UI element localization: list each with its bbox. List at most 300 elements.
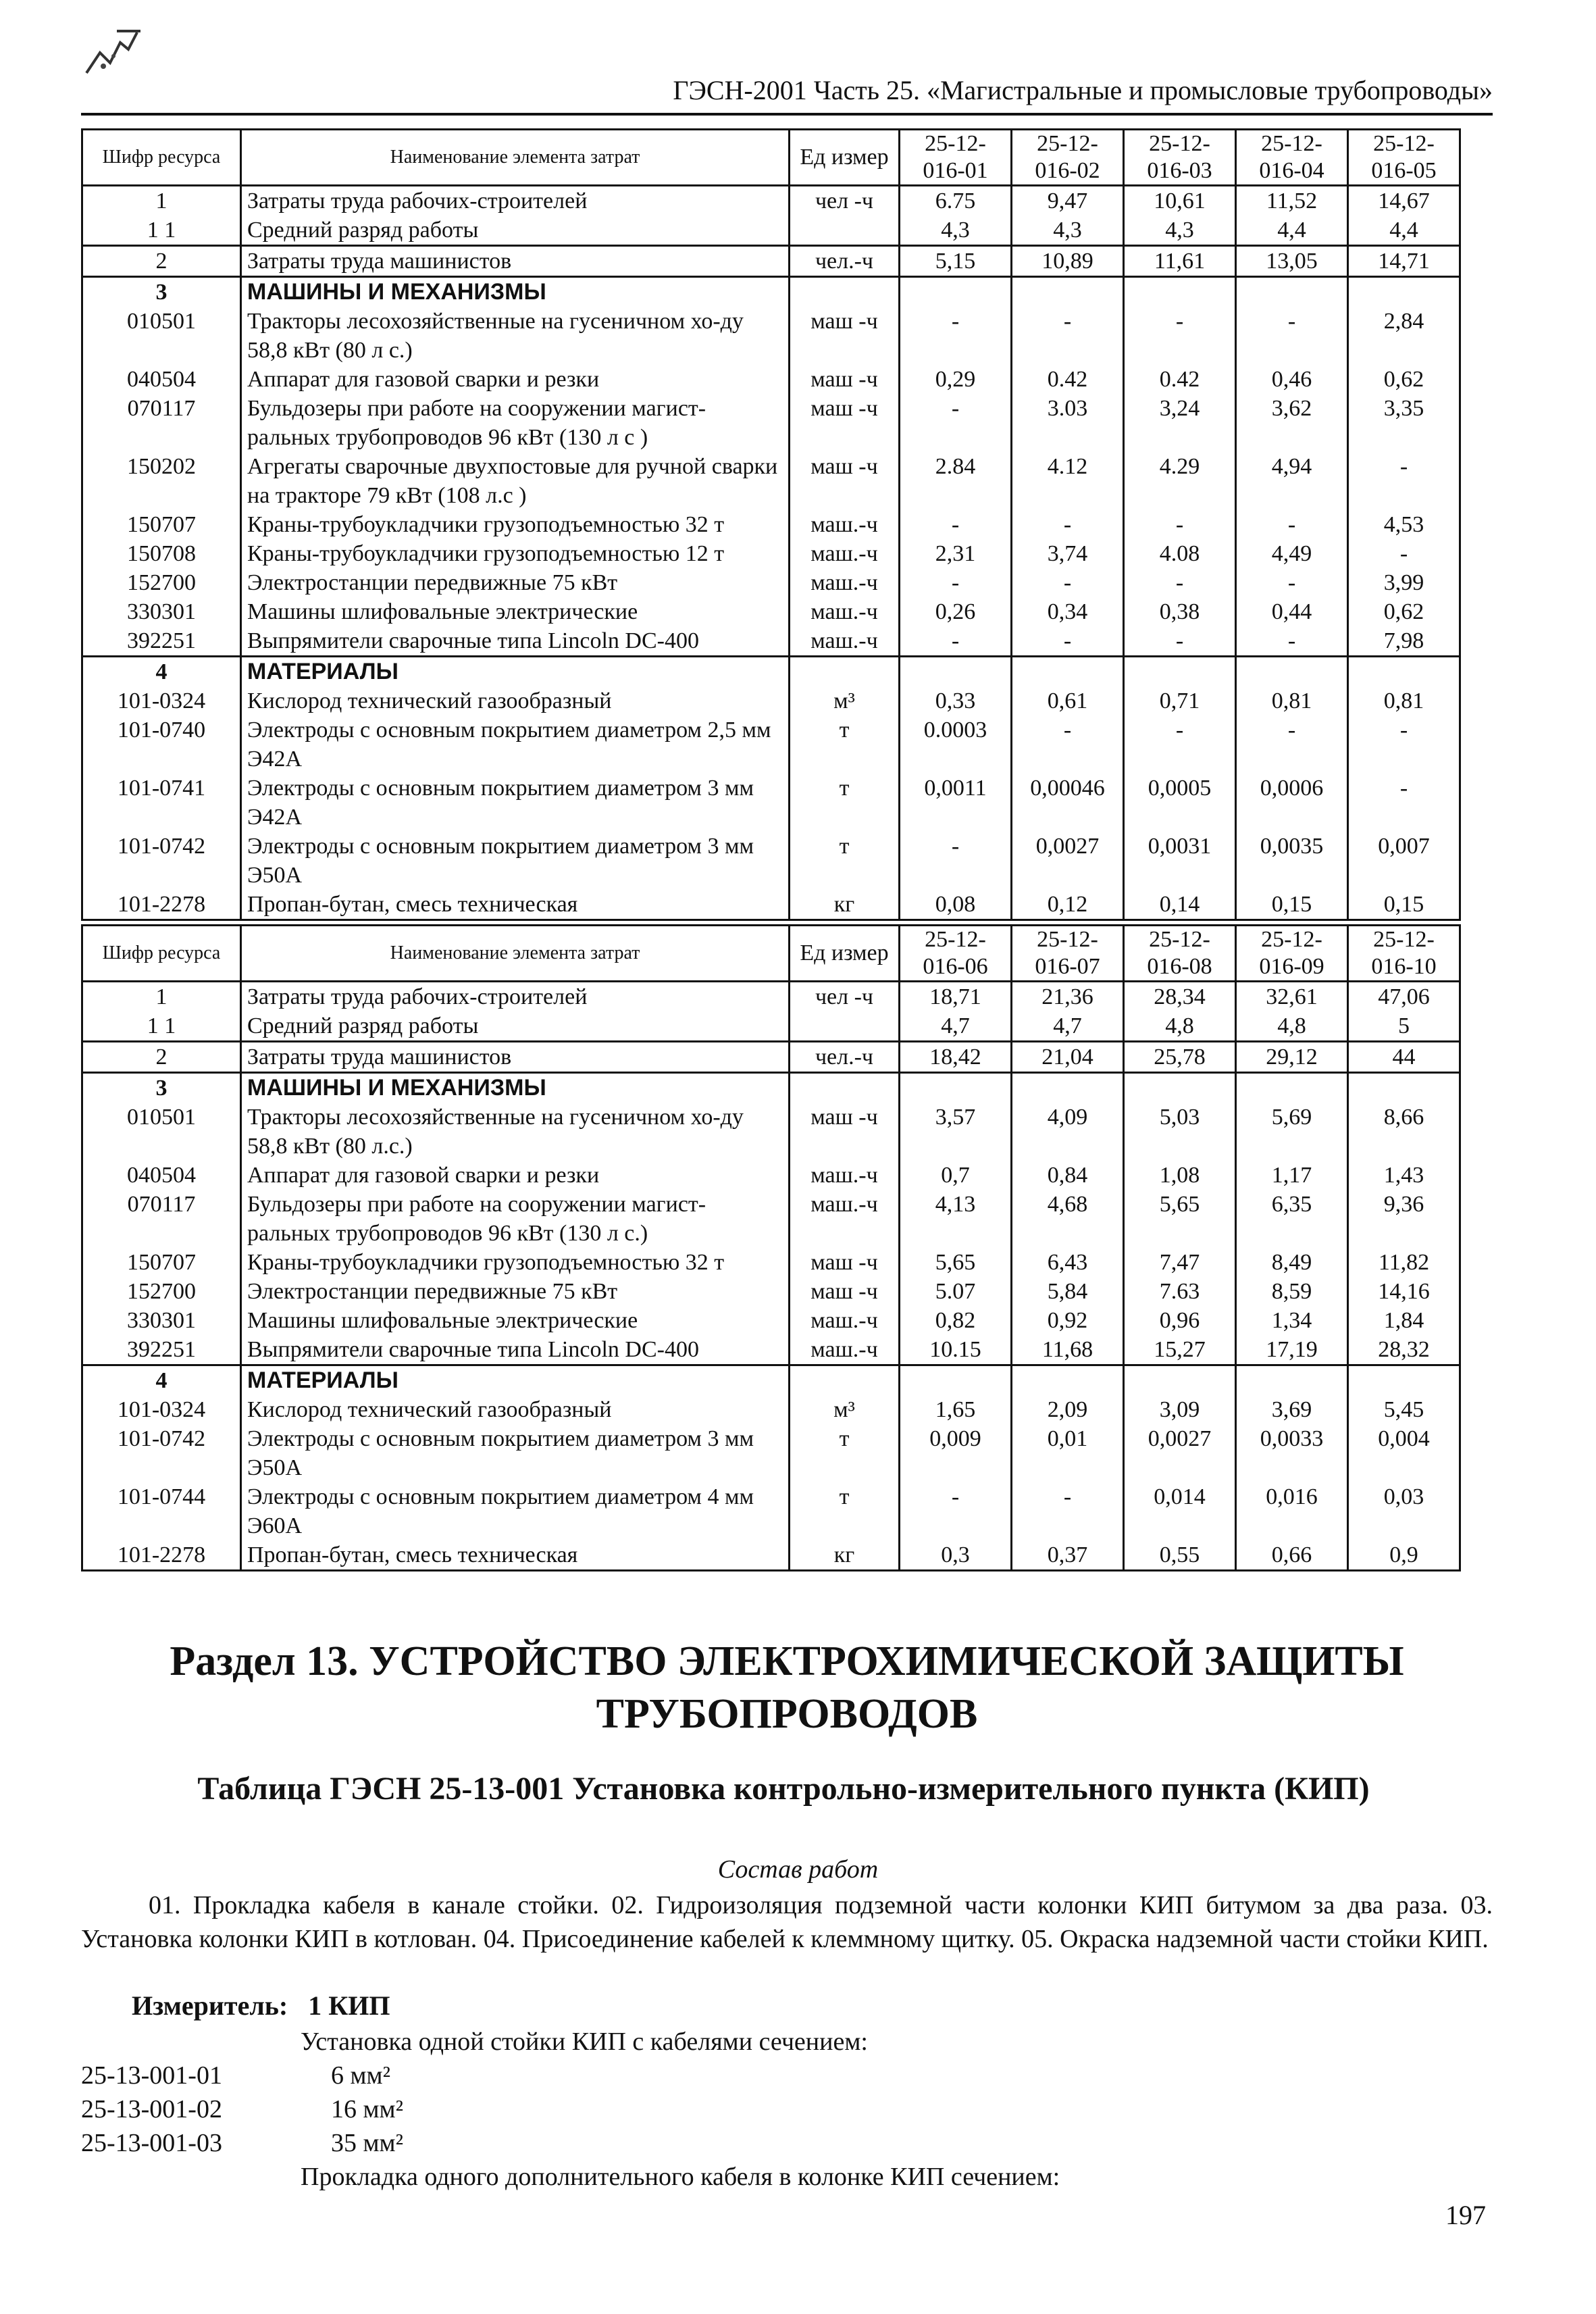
value-cell: 5 xyxy=(1348,1011,1460,1042)
value-cell: 0,62 xyxy=(1348,597,1460,626)
unit xyxy=(790,1073,900,1103)
unit: маш -ч xyxy=(790,365,900,394)
resource-code: 1 1 xyxy=(82,1011,241,1042)
resource-code: 101-2278 xyxy=(82,890,241,920)
unit xyxy=(790,657,900,687)
value-cell: - xyxy=(1348,452,1460,510)
resource-code: 2 xyxy=(82,1042,241,1073)
resource-name: Кислород технический газообразный xyxy=(241,1395,790,1424)
unit: м³ xyxy=(790,686,900,715)
resource-code: 1 xyxy=(82,186,241,216)
value-cell: 4,3 xyxy=(1124,216,1236,246)
value-cell: - xyxy=(1348,539,1460,568)
meter-value: 1 КИП xyxy=(308,1990,390,2021)
composition-heading: Состав работ xyxy=(717,1855,879,1884)
value-cell: 8,66 xyxy=(1348,1103,1460,1161)
value-cell: 3,57 xyxy=(900,1103,1012,1161)
publisher-logo-icon xyxy=(80,26,144,76)
table-row xyxy=(82,307,1460,365)
value-cell: 0,55 xyxy=(1124,1540,1236,1571)
resource-code: 152700 xyxy=(82,568,241,597)
value-cell: 11,82 xyxy=(1348,1248,1460,1277)
resource-name: Электростанции передвижные 75 кВт xyxy=(241,568,790,597)
value-cell: 0.0003 xyxy=(900,715,1012,774)
column-header: Шифр ресурса xyxy=(82,926,241,982)
value-cell: 0,34 xyxy=(1012,597,1124,626)
unit: кг xyxy=(790,890,900,920)
table-row xyxy=(82,686,1460,715)
value-cell: 25,78 xyxy=(1124,1042,1236,1073)
resource-name: Затраты труда рабочих-строителей xyxy=(241,982,790,1012)
resource-table-1 xyxy=(81,128,1461,921)
resource-code: 392251 xyxy=(82,1335,241,1365)
value-cell: 0,0035 xyxy=(1236,832,1348,890)
table-row xyxy=(82,890,1460,920)
value-cell: 5,69 xyxy=(1236,1103,1348,1161)
value-cell: 0,01 xyxy=(1012,1424,1124,1482)
extra-heading: Прокладка одного дополнительного кабеля в колонке КИП сечением: xyxy=(301,2163,1060,2191)
value-cell: 0,9 xyxy=(1348,1540,1460,1571)
works-text: 01. Прокладка кабеля в канале стойки. 02. Гидроизоляция подземной части колонки КИП битумом за два раза. 03. Установка колонки КИП в котлован. 04. Присоединение кабелей к клеммному щитку. 05. Окраска надземной части стойки КИП. xyxy=(81,1891,1493,1953)
resource-name: Затраты труда машинистов xyxy=(241,246,790,277)
table-row xyxy=(82,1011,1460,1042)
table-row xyxy=(82,1482,1460,1540)
value-cell: 3,35 xyxy=(1348,394,1460,452)
value-cell: 10,89 xyxy=(1012,246,1124,277)
value-cell: 0,08 xyxy=(900,890,1012,920)
resource-name: Краны-трубоукладчики грузоподъемностью 12 т xyxy=(241,539,790,568)
resource-code: 3 xyxy=(82,1073,241,1103)
resource-name: Агрегаты сварочные двухпостовые для ручной сварки на тракторе 79 кВт (108 л.с ) xyxy=(241,452,790,510)
resource-code: 1 1 xyxy=(82,216,241,246)
value-cell: 0,016 xyxy=(1236,1482,1348,1540)
value-cell: 4.12 xyxy=(1012,452,1124,510)
value-cell: - xyxy=(1236,307,1348,365)
value-cell: - xyxy=(1012,307,1124,365)
unit: т xyxy=(790,1482,900,1540)
resource-name: Кислород технический газообразный xyxy=(241,686,790,715)
value-cell: 7,98 xyxy=(1348,626,1460,657)
value-cell: 4.29 xyxy=(1124,452,1236,510)
table-row xyxy=(82,832,1460,890)
table-row xyxy=(82,715,1460,774)
resource-code: 010501 xyxy=(82,1103,241,1161)
value-cell: 4,49 xyxy=(1236,539,1348,568)
unit: маш.-ч xyxy=(790,1190,900,1248)
resource-name: Выпрямители сварочные типа Lincoln DC-400 xyxy=(241,1335,790,1365)
unit: маш.-ч xyxy=(790,568,900,597)
table-row xyxy=(82,394,1460,452)
unit xyxy=(790,1011,900,1042)
value-cell: 0,61 xyxy=(1012,686,1124,715)
resource-table-2 xyxy=(81,924,1461,1571)
value-cell: 4,13 xyxy=(900,1190,1012,1248)
value-cell: 7.63 xyxy=(1124,1277,1236,1306)
resource-code: 040504 xyxy=(82,1161,241,1190)
unit: кг xyxy=(790,1540,900,1571)
value-cell: 0,3 xyxy=(900,1540,1012,1571)
value-cell xyxy=(1348,277,1460,307)
value-cell xyxy=(1348,1073,1460,1103)
install-heading: Установка одной стойки КИП с кабелями сечением: xyxy=(301,2028,868,2056)
column-header: Наименование элемента затрат xyxy=(241,130,790,186)
unit: маш.-ч xyxy=(790,597,900,626)
value-cell: - xyxy=(1124,307,1236,365)
value-cell: 11,68 xyxy=(1012,1335,1124,1365)
resource-code: 330301 xyxy=(82,1306,241,1335)
value-cell: 0,0033 xyxy=(1236,1424,1348,1482)
value-cell: 0,007 xyxy=(1348,832,1460,890)
value-cell xyxy=(1124,1073,1236,1103)
resource-code: 040504 xyxy=(82,365,241,394)
resource-name: Затраты труда рабочих-строителей xyxy=(241,186,790,216)
value-cell: 6,43 xyxy=(1012,1248,1124,1277)
resource-name: Средний разряд работы xyxy=(241,1011,790,1042)
table-row xyxy=(82,1073,1460,1103)
section-title-line-2: ТРУБОПРОВОДОВ xyxy=(596,1691,978,1737)
value-cell: 0,71 xyxy=(1124,686,1236,715)
value-cell xyxy=(1124,1365,1236,1396)
value-cell: 14,67 xyxy=(1348,186,1460,216)
resource-code: 4 xyxy=(82,1365,241,1396)
category-heading: МАТЕРИАЛЫ xyxy=(241,657,790,687)
value-cell: 0,004 xyxy=(1348,1424,1460,1482)
resource-name: Бульдозеры при работе на сооружении магист-ральных трубопроводов 96 кВт (130 л с ) xyxy=(241,394,790,452)
value-cell: - xyxy=(1012,1482,1124,1540)
unit: т xyxy=(790,774,900,832)
unit: маш.-ч xyxy=(790,1335,900,1365)
resource-name: Пропан-бутан, смесь техническая xyxy=(241,1540,790,1571)
value-cell: 6.75 xyxy=(900,186,1012,216)
column-header: 25-12-016-05 xyxy=(1348,130,1460,186)
value-cell: 0,29 xyxy=(900,365,1012,394)
table-row xyxy=(82,1103,1460,1161)
value-cell: 2,09 xyxy=(1012,1395,1124,1424)
value-cell: 1,43 xyxy=(1348,1161,1460,1190)
table-row xyxy=(82,1306,1460,1335)
value-cell xyxy=(1124,657,1236,687)
value-cell: 0,81 xyxy=(1348,686,1460,715)
value-cell xyxy=(900,277,1012,307)
unit xyxy=(790,216,900,246)
value-cell: 0,03 xyxy=(1348,1482,1460,1540)
value-cell: 1,65 xyxy=(900,1395,1012,1424)
resource-name: Тракторы лесохозяйственные на гусеничном хо-ду 58,8 кВт (80 л с.) xyxy=(241,307,790,365)
value-cell: - xyxy=(900,510,1012,539)
table-row xyxy=(82,539,1460,568)
resource-name: Средний разряд работы xyxy=(241,216,790,246)
table-row xyxy=(82,246,1460,277)
value-cell: 3,62 xyxy=(1236,394,1348,452)
value-cell: 4,09 xyxy=(1012,1103,1124,1161)
meter xyxy=(132,1990,390,2021)
value-cell: 9,36 xyxy=(1348,1190,1460,1248)
resource-name: Электростанции передвижные 75 кВт xyxy=(241,1277,790,1306)
value-cell: 28,34 xyxy=(1124,982,1236,1012)
table-row xyxy=(82,597,1460,626)
table-row xyxy=(82,452,1460,510)
unit: маш -ч xyxy=(790,1248,900,1277)
resource-code: 2 xyxy=(82,246,241,277)
column-header: 25-12-016-02 xyxy=(1012,130,1124,186)
column-header: Наименование элемента затрат xyxy=(241,926,790,982)
resource-name: Тракторы лесохозяйственные на гусеничном хо-ду 58,8 кВт (80 л.с.) xyxy=(241,1103,790,1161)
value-cell: 13,05 xyxy=(1236,246,1348,277)
value-cell: 15,27 xyxy=(1124,1335,1236,1365)
value-cell xyxy=(900,1073,1012,1103)
table-row xyxy=(82,1161,1460,1190)
value-cell xyxy=(1236,1365,1348,1396)
unit: маш -ч xyxy=(790,307,900,365)
resource-code: 150708 xyxy=(82,539,241,568)
value-cell: 0,0031 xyxy=(1124,832,1236,890)
value-cell: - xyxy=(900,626,1012,657)
resource-name: Аппарат для газовой сварки и резки xyxy=(241,1161,790,1190)
unit: т xyxy=(790,832,900,890)
column-header: 25-12-016-08 xyxy=(1124,926,1236,982)
value-cell: 4,4 xyxy=(1236,216,1348,246)
table-title: Таблица ГЭСН 25-13-001 Установка контрольно-измерительного пункта (КИП) xyxy=(197,1771,1370,1807)
value-cell: - xyxy=(1236,715,1348,774)
column-header: 25-12-016-06 xyxy=(900,926,1012,982)
table-row xyxy=(82,277,1460,307)
resource-code: 101-0742 xyxy=(82,1424,241,1482)
value-cell: - xyxy=(1012,626,1124,657)
value-cell xyxy=(1348,657,1460,687)
value-cell: 4,3 xyxy=(900,216,1012,246)
item-code-1: 25-13-001-01 xyxy=(81,2061,222,2090)
resource-code: 150707 xyxy=(82,510,241,539)
table-row xyxy=(82,568,1460,597)
item-code-2: 25-13-001-02 xyxy=(81,2095,222,2123)
unit: м³ xyxy=(790,1395,900,1424)
column-header: 25-12-016-01 xyxy=(900,130,1012,186)
resource-code: 070117 xyxy=(82,394,241,452)
value-cell xyxy=(1236,1073,1348,1103)
value-cell: 2.84 xyxy=(900,452,1012,510)
value-cell: - xyxy=(1348,715,1460,774)
value-cell: 47,06 xyxy=(1348,982,1460,1012)
resource-code: 101-2278 xyxy=(82,1540,241,1571)
table-row xyxy=(82,186,1460,216)
value-cell: 0,15 xyxy=(1348,890,1460,920)
value-cell xyxy=(1012,1073,1124,1103)
table-row xyxy=(82,510,1460,539)
value-cell: 29,12 xyxy=(1236,1042,1348,1073)
value-cell: 0,66 xyxy=(1236,1540,1348,1571)
value-cell: 0,0006 xyxy=(1236,774,1348,832)
value-cell: 2,31 xyxy=(900,539,1012,568)
resource-code: 101-0324 xyxy=(82,686,241,715)
resource-code: 070117 xyxy=(82,1190,241,1248)
value-cell: 3,24 xyxy=(1124,394,1236,452)
value-cell: 18,42 xyxy=(900,1042,1012,1073)
unit: маш.-ч xyxy=(790,510,900,539)
table-row xyxy=(82,1277,1460,1306)
resource-code: 392251 xyxy=(82,626,241,657)
value-cell: - xyxy=(900,832,1012,890)
value-cell: 0,009 xyxy=(900,1424,1012,1482)
unit: маш -ч xyxy=(790,452,900,510)
value-cell: - xyxy=(900,394,1012,452)
value-cell xyxy=(1236,657,1348,687)
unit: чел.-ч xyxy=(790,1042,900,1073)
resource-code: 150202 xyxy=(82,452,241,510)
resource-name: Выпрямители сварочные типа Lincoln DC-400 xyxy=(241,626,790,657)
value-cell: 21,04 xyxy=(1012,1042,1124,1073)
unit: маш -ч xyxy=(790,1103,900,1161)
value-cell: 4,4 xyxy=(1348,216,1460,246)
value-cell xyxy=(900,657,1012,687)
value-cell: 0,0027 xyxy=(1012,832,1124,890)
table-row xyxy=(82,365,1460,394)
item-value-1: 6 мм² xyxy=(331,2061,390,2090)
unit: чел.-ч xyxy=(790,246,900,277)
value-cell: 0,33 xyxy=(900,686,1012,715)
value-cell: - xyxy=(1124,626,1236,657)
value-cell: 9,47 xyxy=(1012,186,1124,216)
unit xyxy=(790,1365,900,1396)
value-cell: - xyxy=(1348,774,1460,832)
resource-name: Краны-трубоукладчики грузоподъемностью 32 т xyxy=(241,510,790,539)
table-row xyxy=(82,1190,1460,1248)
value-cell: 5,65 xyxy=(1124,1190,1236,1248)
resource-code: 330301 xyxy=(82,597,241,626)
resource-code: 101-0742 xyxy=(82,832,241,890)
value-cell: 4,94 xyxy=(1236,452,1348,510)
table-row xyxy=(82,1335,1460,1365)
value-cell: - xyxy=(1124,568,1236,597)
value-cell: 1,17 xyxy=(1236,1161,1348,1190)
column-header: 25-12-016-09 xyxy=(1236,926,1348,982)
value-cell: 5.07 xyxy=(900,1277,1012,1306)
unit: маш.-ч xyxy=(790,1161,900,1190)
value-cell: 8,59 xyxy=(1236,1277,1348,1306)
value-cell: 0,96 xyxy=(1124,1306,1236,1335)
value-cell: 0,7 xyxy=(900,1161,1012,1190)
value-cell: 10.15 xyxy=(900,1335,1012,1365)
table-row xyxy=(82,774,1460,832)
running-title: ГЭСН-2001 Часть 25. «Магистральные и промысловые трубопроводы» xyxy=(81,74,1493,116)
resource-code: 1 xyxy=(82,982,241,1012)
value-cell: 0,15 xyxy=(1236,890,1348,920)
value-cell: 4,7 xyxy=(1012,1011,1124,1042)
value-cell: 1,08 xyxy=(1124,1161,1236,1190)
value-cell: - xyxy=(1012,715,1124,774)
resource-code: 150707 xyxy=(82,1248,241,1277)
value-cell: 0,46 xyxy=(1236,365,1348,394)
resource-code: 4 xyxy=(82,657,241,687)
resource-code: 3 xyxy=(82,277,241,307)
value-cell: 0,84 xyxy=(1012,1161,1124,1190)
value-cell: 0,014 xyxy=(1124,1482,1236,1540)
item-code-3: 25-13-001-03 xyxy=(81,2129,222,2157)
table-row xyxy=(82,982,1460,1012)
unit: чел -ч xyxy=(790,186,900,216)
value-cell: 0,12 xyxy=(1012,890,1124,920)
resource-name: Машины шлифовальные электрические xyxy=(241,1306,790,1335)
value-cell: - xyxy=(1124,510,1236,539)
value-cell: 3.03 xyxy=(1012,394,1124,452)
value-cell xyxy=(1012,277,1124,307)
value-cell xyxy=(1348,1365,1460,1396)
value-cell xyxy=(1124,277,1236,307)
value-cell: 3,74 xyxy=(1012,539,1124,568)
value-cell: - xyxy=(1124,715,1236,774)
value-cell: 8,49 xyxy=(1236,1248,1348,1277)
value-cell: - xyxy=(1012,568,1124,597)
column-header: Ед измер xyxy=(790,926,900,982)
resource-name: Электроды с основным покрытием диаметром 4 мм Э60А xyxy=(241,1482,790,1540)
table-row xyxy=(82,1365,1460,1396)
value-cell: 28,32 xyxy=(1348,1335,1460,1365)
value-cell: 3,99 xyxy=(1348,568,1460,597)
value-cell: 5,65 xyxy=(900,1248,1012,1277)
value-cell: 10,61 xyxy=(1124,186,1236,216)
value-cell: 2,84 xyxy=(1348,307,1460,365)
value-cell: 0.42 xyxy=(1124,365,1236,394)
page-number: 197 xyxy=(1445,2200,1486,2230)
table-row xyxy=(82,1042,1460,1073)
category-heading: МАШИНЫ И МЕХАНИЗМЫ xyxy=(241,277,790,307)
value-cell: 11,52 xyxy=(1236,186,1348,216)
resource-code: 010501 xyxy=(82,307,241,365)
value-cell: 6,35 xyxy=(1236,1190,1348,1248)
value-cell: 4,53 xyxy=(1348,510,1460,539)
table-row xyxy=(82,1248,1460,1277)
resource-name: Электроды с основным покрытием диаметром 3 мм Э42А xyxy=(241,774,790,832)
table-row xyxy=(82,1395,1460,1424)
value-cell: - xyxy=(1012,510,1124,539)
resource-code: 101-0740 xyxy=(82,715,241,774)
table-row xyxy=(82,216,1460,246)
unit: маш.-ч xyxy=(790,1306,900,1335)
section-title-line-1: Раздел 13. УСТРОЙСТВО ЭЛЕКТРОХИМИЧЕСКОЙ ЗАЩИТЫ xyxy=(170,1638,1404,1684)
value-cell: 44 xyxy=(1348,1042,1460,1073)
resource-name: Электроды с основным покрытием диаметром 3 мм Э50А xyxy=(241,1424,790,1482)
column-header: Шифр ресурса xyxy=(82,130,241,186)
value-cell: 0,62 xyxy=(1348,365,1460,394)
value-cell: 14,71 xyxy=(1348,246,1460,277)
unit: т xyxy=(790,1424,900,1482)
resource-code: 101-0744 xyxy=(82,1482,241,1540)
section-title xyxy=(101,1635,1472,1740)
resource-name: Электроды с основным покрытием диаметром 2,5 мм Э42А xyxy=(241,715,790,774)
value-cell: - xyxy=(1236,568,1348,597)
value-cell: 0,38 xyxy=(1124,597,1236,626)
value-cell: 4,68 xyxy=(1012,1190,1124,1248)
value-cell: 0.42 xyxy=(1012,365,1124,394)
value-cell: 3,69 xyxy=(1236,1395,1348,1424)
value-cell: 1,84 xyxy=(1348,1306,1460,1335)
resource-name: Краны-трубоукладчики грузоподъемностью 32 т xyxy=(241,1248,790,1277)
value-cell: 5,03 xyxy=(1124,1103,1236,1161)
value-cell: 0,44 xyxy=(1236,597,1348,626)
value-cell: 21,36 xyxy=(1012,982,1124,1012)
value-cell: 0,82 xyxy=(900,1306,1012,1335)
unit: маш -ч xyxy=(790,1277,900,1306)
resource-name: Электроды с основным покрытием диаметром 3 мм Э50А xyxy=(241,832,790,890)
unit: маш -ч xyxy=(790,394,900,452)
value-cell: 18,71 xyxy=(900,982,1012,1012)
meter-label: Измеритель: xyxy=(132,1990,288,2021)
column-header: Ед измер xyxy=(790,130,900,186)
value-cell xyxy=(1012,1365,1124,1396)
value-cell xyxy=(1012,657,1124,687)
value-cell: 3,09 xyxy=(1124,1395,1236,1424)
unit: т xyxy=(790,715,900,774)
resource-name: Пропан-бутан, смесь техническая xyxy=(241,890,790,920)
